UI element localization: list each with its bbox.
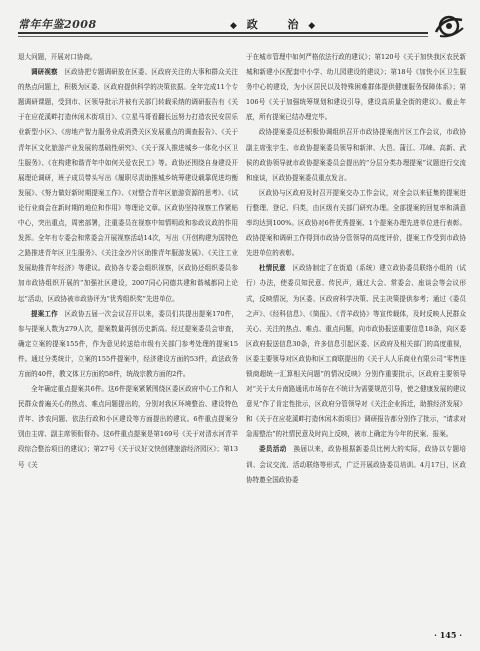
paragraph: 于在城市管理中如何严格依法行政的建议》；第120号《关于加快我区农民新城和新建小区配套中小学、幼儿园建设的建议》；第18号《加快小区卫生服务中心的建设，为小区居民以及特殊困难群体提供健康服务保障体系》；第106号《关于加强统筹规划和建设引导，建设高质量全街的建议》。截止年底，所有提案已结办理完毕。 — [246, 53, 466, 122]
left-column — [18, 50, 238, 618]
section-heading: 委员活动 — [259, 445, 287, 454]
paragraph-text: 换届以来，政协根据新委员比例大的实际，政协以专题培训、会议交流、活动联络等形式，广泛开展政协委员培训。4月17日，区政协特邀全国政协委 — [246, 445, 466, 484]
header-rule-thin — [18, 36, 428, 37]
diamond-right-icon: ◆ — [308, 21, 316, 31]
page-header — [18, 12, 466, 42]
right-column — [246, 50, 466, 618]
diamond-left-icon: ◆ — [230, 21, 237, 31]
header-rule — [18, 32, 428, 34]
paragraph: 退大问题，开展对口协商。 — [18, 53, 97, 61]
page-number: · 145 · — [434, 630, 462, 640]
paragraph-text: 区政协制定了在街道（系统）建立政协委员联络小组的（试行）办法，使委员知民意、传民声，通过大会、常委会、座谈会等会议形式，反映情况，为区委、区政府科学决策、民主决策提供参考；通过《委员之声》、《经科信息》、《简报》、《青羊政协》等宣传载体，及时反映人民群众关心、关注的热点、难点、重点问题，向市政协报送重要信息18条，向区委区政府报送信息30条，许多信息引起区委、区政府及相关部门的高度重视，区委主要领导对区政协和区工商联提出的《关于人人乐商业有限公司“零售连锁商超统一汇算相关问题”的情况反映》分别作重要批示，区政府主要领导对“关于太升南路通讯市场存在不统计为需要规范引导，使之健康发展的建议意见”作了肯定性批示，区政府分管领导对《关注企业拆迁，助推经济发展》和《关于在应花溪畔打造休闲木街项目》调研报告都分别作了批示，“请求对急需整治”的社情民意及时向上反映，被市上确定为今年的民案、报案。 — [246, 264, 466, 439]
paragraph-public-opinion — [246, 261, 466, 442]
section-title-char-1: 政 — [246, 18, 258, 31]
section-title — [224, 16, 321, 32]
paragraph: 政协提案委员还积极协调组织召开市政协提案南片区工作会议，市政协副主席张宇生、市政协提案委员领导和新津、大邑、蒲江、邛崃、高新、武侯的政协领导就市政协提案委员会提出的“分层分类办理提案”议题进行交流和座谈，区政协提案委员重点发言。 — [246, 128, 466, 182]
yearbook-title: 常年年鉴2008 — [18, 18, 97, 31]
section-heading: 杜情民意 — [259, 264, 286, 273]
paragraph: 区政协与区政府及时召开提案交办工作会议，对全会以来征集的提案进行整理、登记、归类，由区级有关部门研究办理。全部提案的回复率和满意率均达到100%。区政协对6件优秀提案、1个提案办理先进单位进行表彰。政协提案和调研工作得到市政协分管领导的高度评价，提案工作受到市政协先进单位的表彰。 — [246, 188, 466, 258]
paragraph-research — [18, 65, 238, 307]
paragraph-member-activities — [246, 442, 466, 487]
section-title-char-2: 治 — [287, 18, 299, 31]
paragraph-text: 区政协把专题调研放在区委、区政府关注的大事和群众关注的热点问题上，积极为区委、区政府提供科学的决策依据。全年完成11个专题调研课题，受到市、区领导批示并被有关部门转载采纳的调研报告有《关于在应花溪畔打造休闲木街项目》、《立星马哥看翻长远努力打造农民安居乐业新型小区》、《房地产智力服务业成消费关区发展重点的调查报告》、《关于青年区文化旅游产业发展的基础性研究》、《关于深入推进城乡一体化小区卫生服务》、《在构建和谐青年中如何关爱农民工》等。政协还围绕自身建设开展理论调研，班子成员带头写出《履职尽责助推城乡统筹建设载靠促进均衡发展》、《努力做好新时期提案工作》、《对整合青年区旅游资源的思考》、《试论行业商会在新时期的地位和作用》等理论文章。区政协坚持视察工作紧贴中心，突出重点，周密部署，注重委员在视察中知情明政和参政议政的作用发挥。全年有专委会和常委会开展视察活动14次，写出《开创构建为国特色之路推进青年区卫生服务》、《关注金沙片区助推青年服游发展》、《关注工业发展助推青年经济》等建议。政协各专委会组织视察，区政协还组织委员参加市政协组织开展的“加强社区建设，2007同心同德共建和谐城都同上论坛”活动，区政协被市政协评为“优秀组织奖”先进单位。 — [18, 68, 238, 303]
paragraph-proposals — [18, 307, 238, 382]
paragraph: 全年确定重点提案共6件。这6件提案紧紧围绕区委区政府中心工作和人民群众普遍关心的热点、难点问题提出的，分别对我区环境整治、建设特色青年、涉农问题、依法行政和小区建设等方面提出的建议。6件重点提案分别由主席、副主席领衔督办。这6件重点提案是第169号《关于对清水河青羊段综合整治项目的建议》；第27号《关于议好文快创建旅游经济园区》；第13号《关 — [18, 385, 238, 469]
section-heading: 提案工作 — [31, 309, 58, 318]
swirl-logo-icon — [432, 12, 466, 40]
paragraph-text: 区政协五届一次会议召开以来，委员们共提出提案170件，参与提案人数为279人次，提案数量再创历史新高。经过提案委员会审查，确定立案的提案155件，作为意见转送给市级有关部门参考处理的提案15件。通过分类统计，立案的155件提案中，经济建设方面的53件，政法政务方面的40件，教文体卫方面的58件，统战宗教方面的2件。 — [18, 309, 238, 378]
section-heading: 调研视察 — [31, 68, 58, 77]
